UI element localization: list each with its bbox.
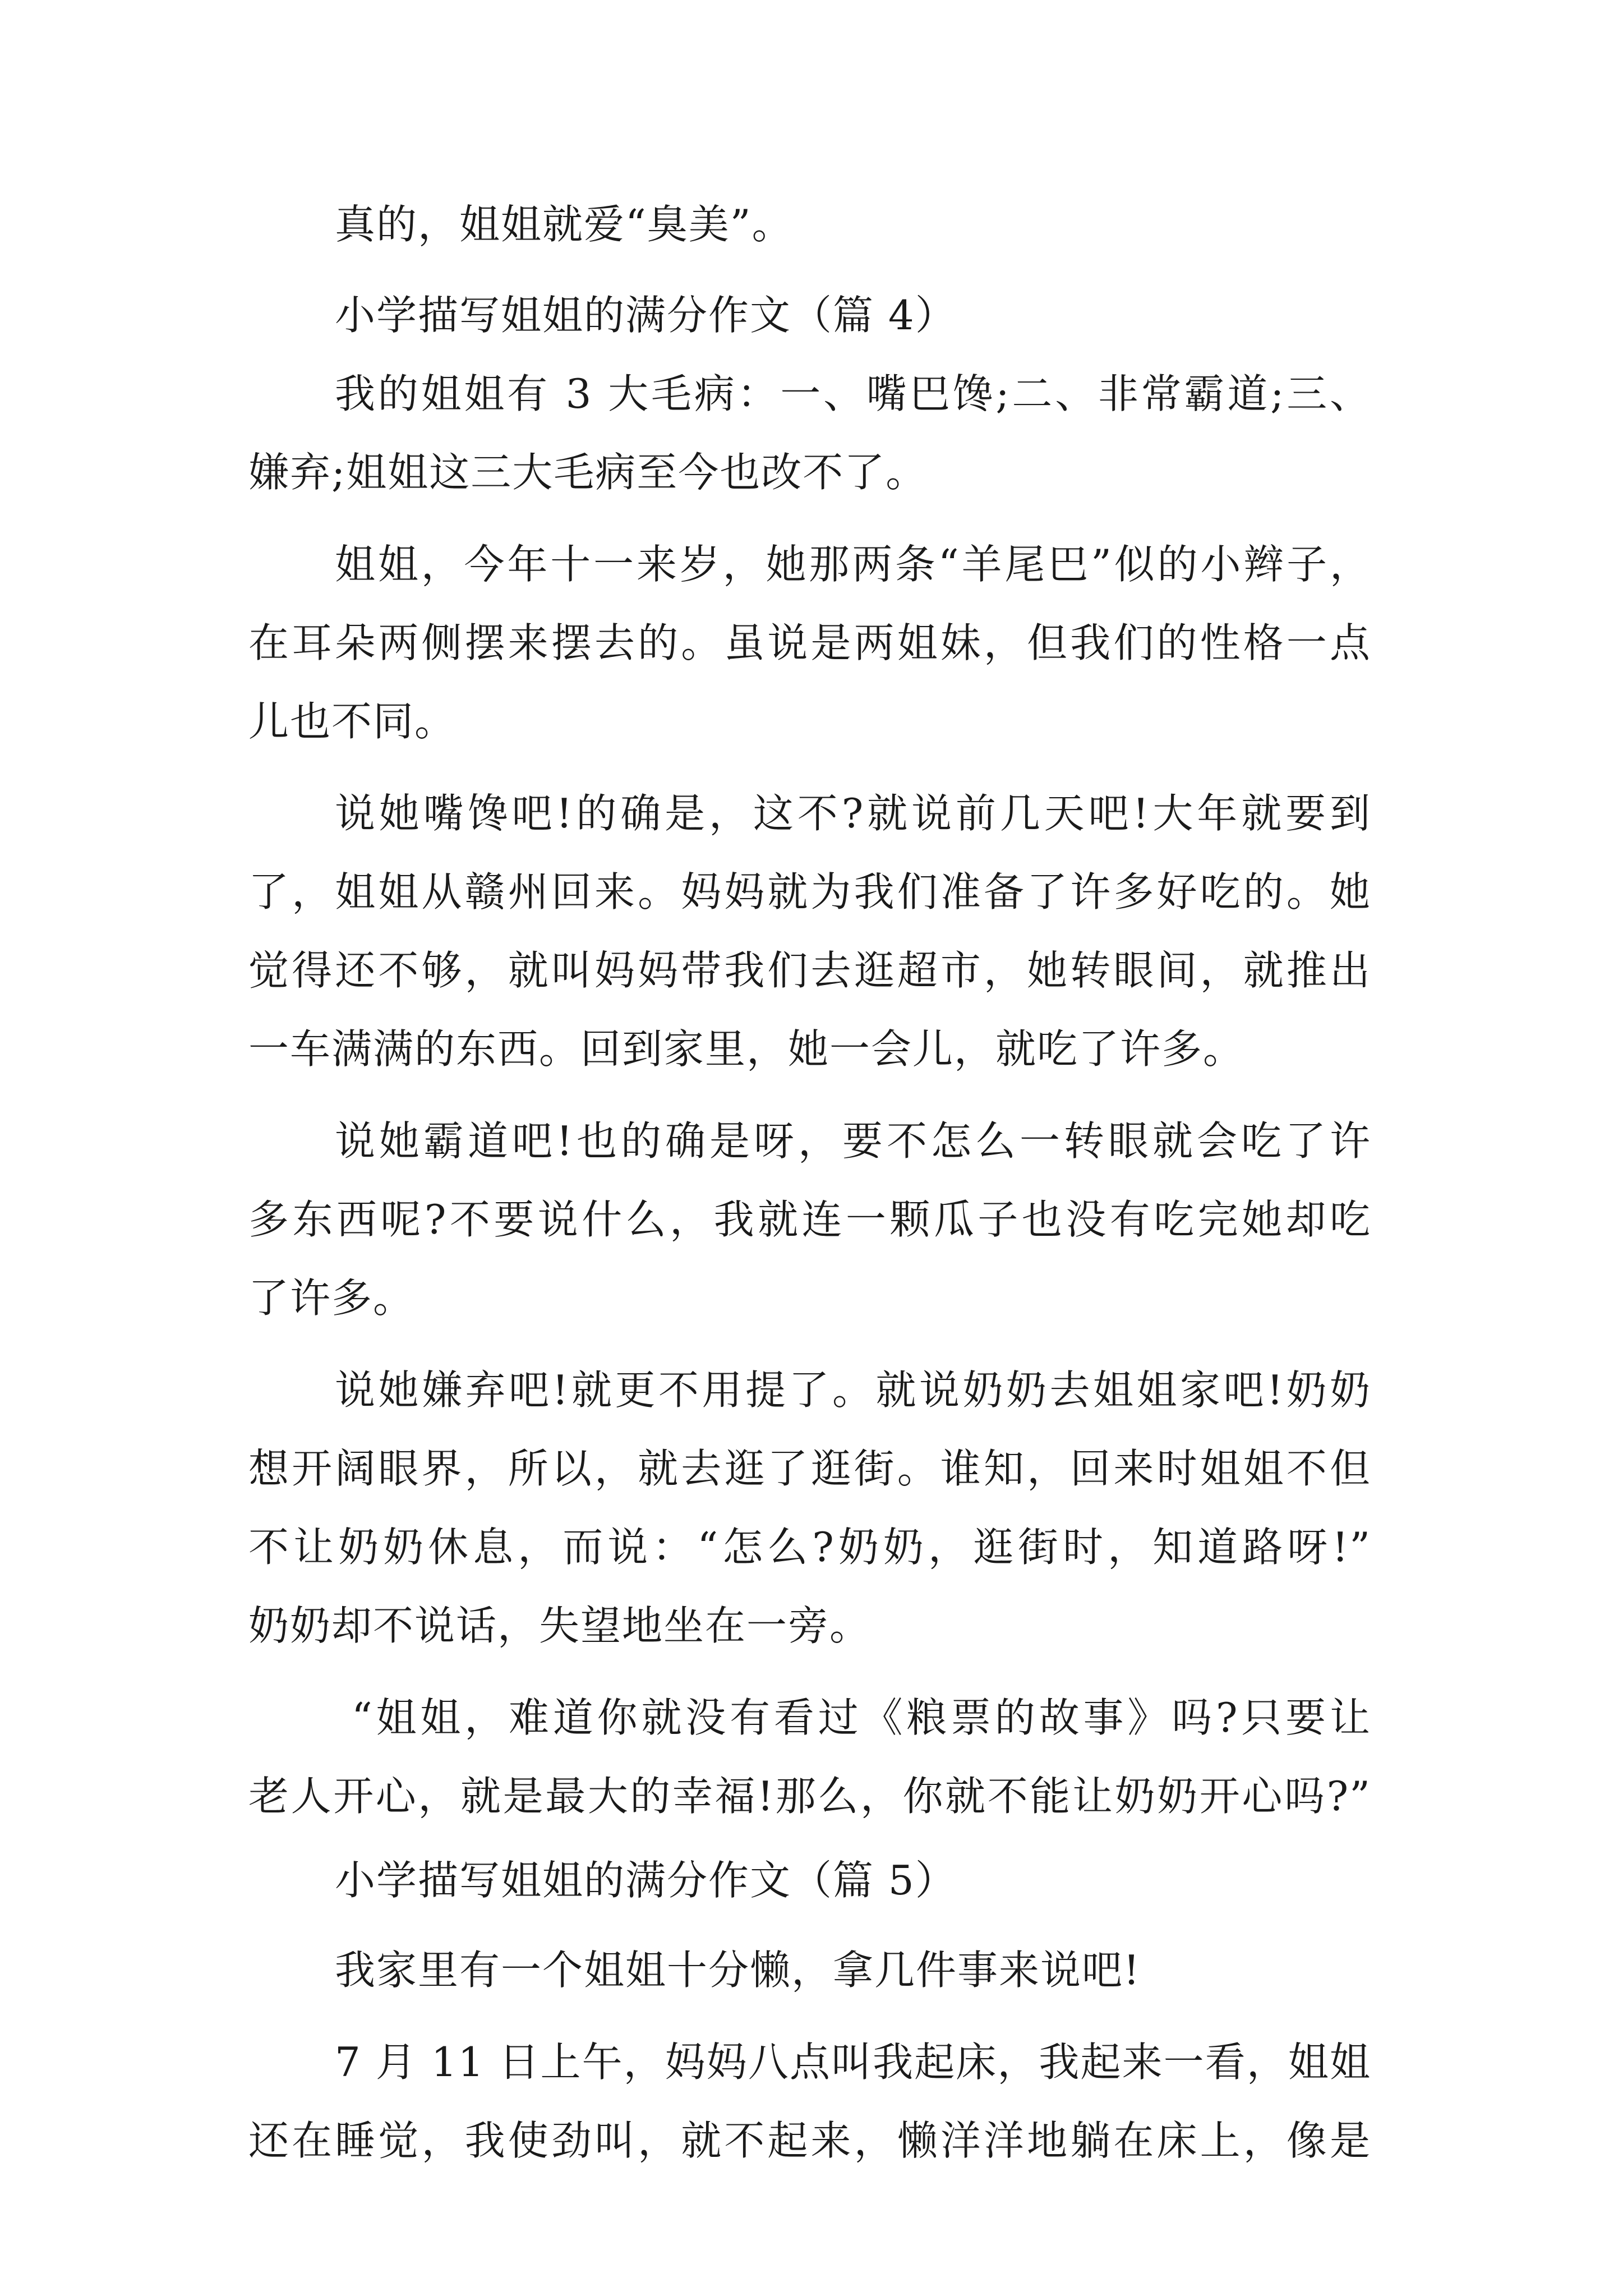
section-heading: 小学描写姐姐的满分作文（篇 4） bbox=[335, 292, 957, 339]
body-text-line: 真的，姐姐就爱“臭美”。 bbox=[335, 201, 794, 248]
body-text-line: 7 月 11 日上午，妈妈八点叫我起床，我起来一看，姐姐 bbox=[335, 2039, 1371, 2086]
body-text-line: 还在睡觉，我使劲叫，就不起来，懒洋洋地躺在床上，像是 bbox=[248, 2117, 1371, 2164]
body-text-line: 了，姐姐从赣州回来。妈妈就为我们准备了许多好吃的。她 bbox=[248, 868, 1371, 915]
body-text-line: 多东西呢?不要说什么，我就连一颗瓜子也没有吃完她却吃 bbox=[248, 1196, 1371, 1243]
body-text-line: 了许多。 bbox=[248, 1274, 415, 1322]
body-text-line: 不让奶奶休息，而说：“怎么?奶奶，逛街时，知道路呀!” bbox=[248, 1524, 1371, 1571]
body-text-line: 嫌弃;姐姐这三大毛病至今也改不了。 bbox=[248, 449, 928, 496]
body-text-line: 姐姐，今年十一来岁，她那两条“羊尾巴”似的小辫子， bbox=[335, 541, 1371, 588]
body-text-line: 我家里有一个姐姐十分懒，拿几件事来说吧! bbox=[335, 1947, 1141, 1994]
body-text-line: 说她嘴馋吧!的确是，这不?就说前几天吧!大年就要到 bbox=[335, 790, 1371, 837]
body-text-line: 儿也不同。 bbox=[248, 698, 457, 745]
body-text-line: “姐姐，难道你就没有看过《粮票的故事》吗?只要让 bbox=[352, 1694, 1371, 1741]
body-text-line: 觉得还不够，就叫妈妈带我们去逛超市，她转眼间，就推出 bbox=[248, 947, 1371, 994]
body-text-line: 一车满满的东西。回到家里，她一会儿，就吃了许多。 bbox=[248, 1025, 1245, 1073]
body-text-line: 想开阔眼界，所以，就去逛了逛街。谁知，回来时姐姐不但 bbox=[248, 1445, 1371, 1492]
body-text-line: 我的姐姐有 3 大毛病：一、嘴巴馋;二、非常霸道;三、 bbox=[335, 370, 1371, 417]
section-heading: 小学描写姐姐的满分作文（篇 5） bbox=[335, 1857, 957, 1904]
body-text-line: 奶奶却不说话，失望地坐在一旁。 bbox=[248, 1602, 872, 1649]
body-text-line: 说她霸道吧!也的确是呀，要不怎么一转眼就会吃了许 bbox=[335, 1117, 1371, 1165]
body-text-line: 老人开心，就是最大的幸福!那么，你就不能让奶奶开心吗?” bbox=[248, 1773, 1371, 1820]
body-text-line: 说她嫌弃吧!就更不用提了。就说奶奶去姐姐家吧!奶奶 bbox=[335, 1366, 1371, 1414]
body-text-line: 在耳朵两侧摆来摆去的。虽说是两姐妹，但我们的性格一点 bbox=[248, 619, 1371, 666]
